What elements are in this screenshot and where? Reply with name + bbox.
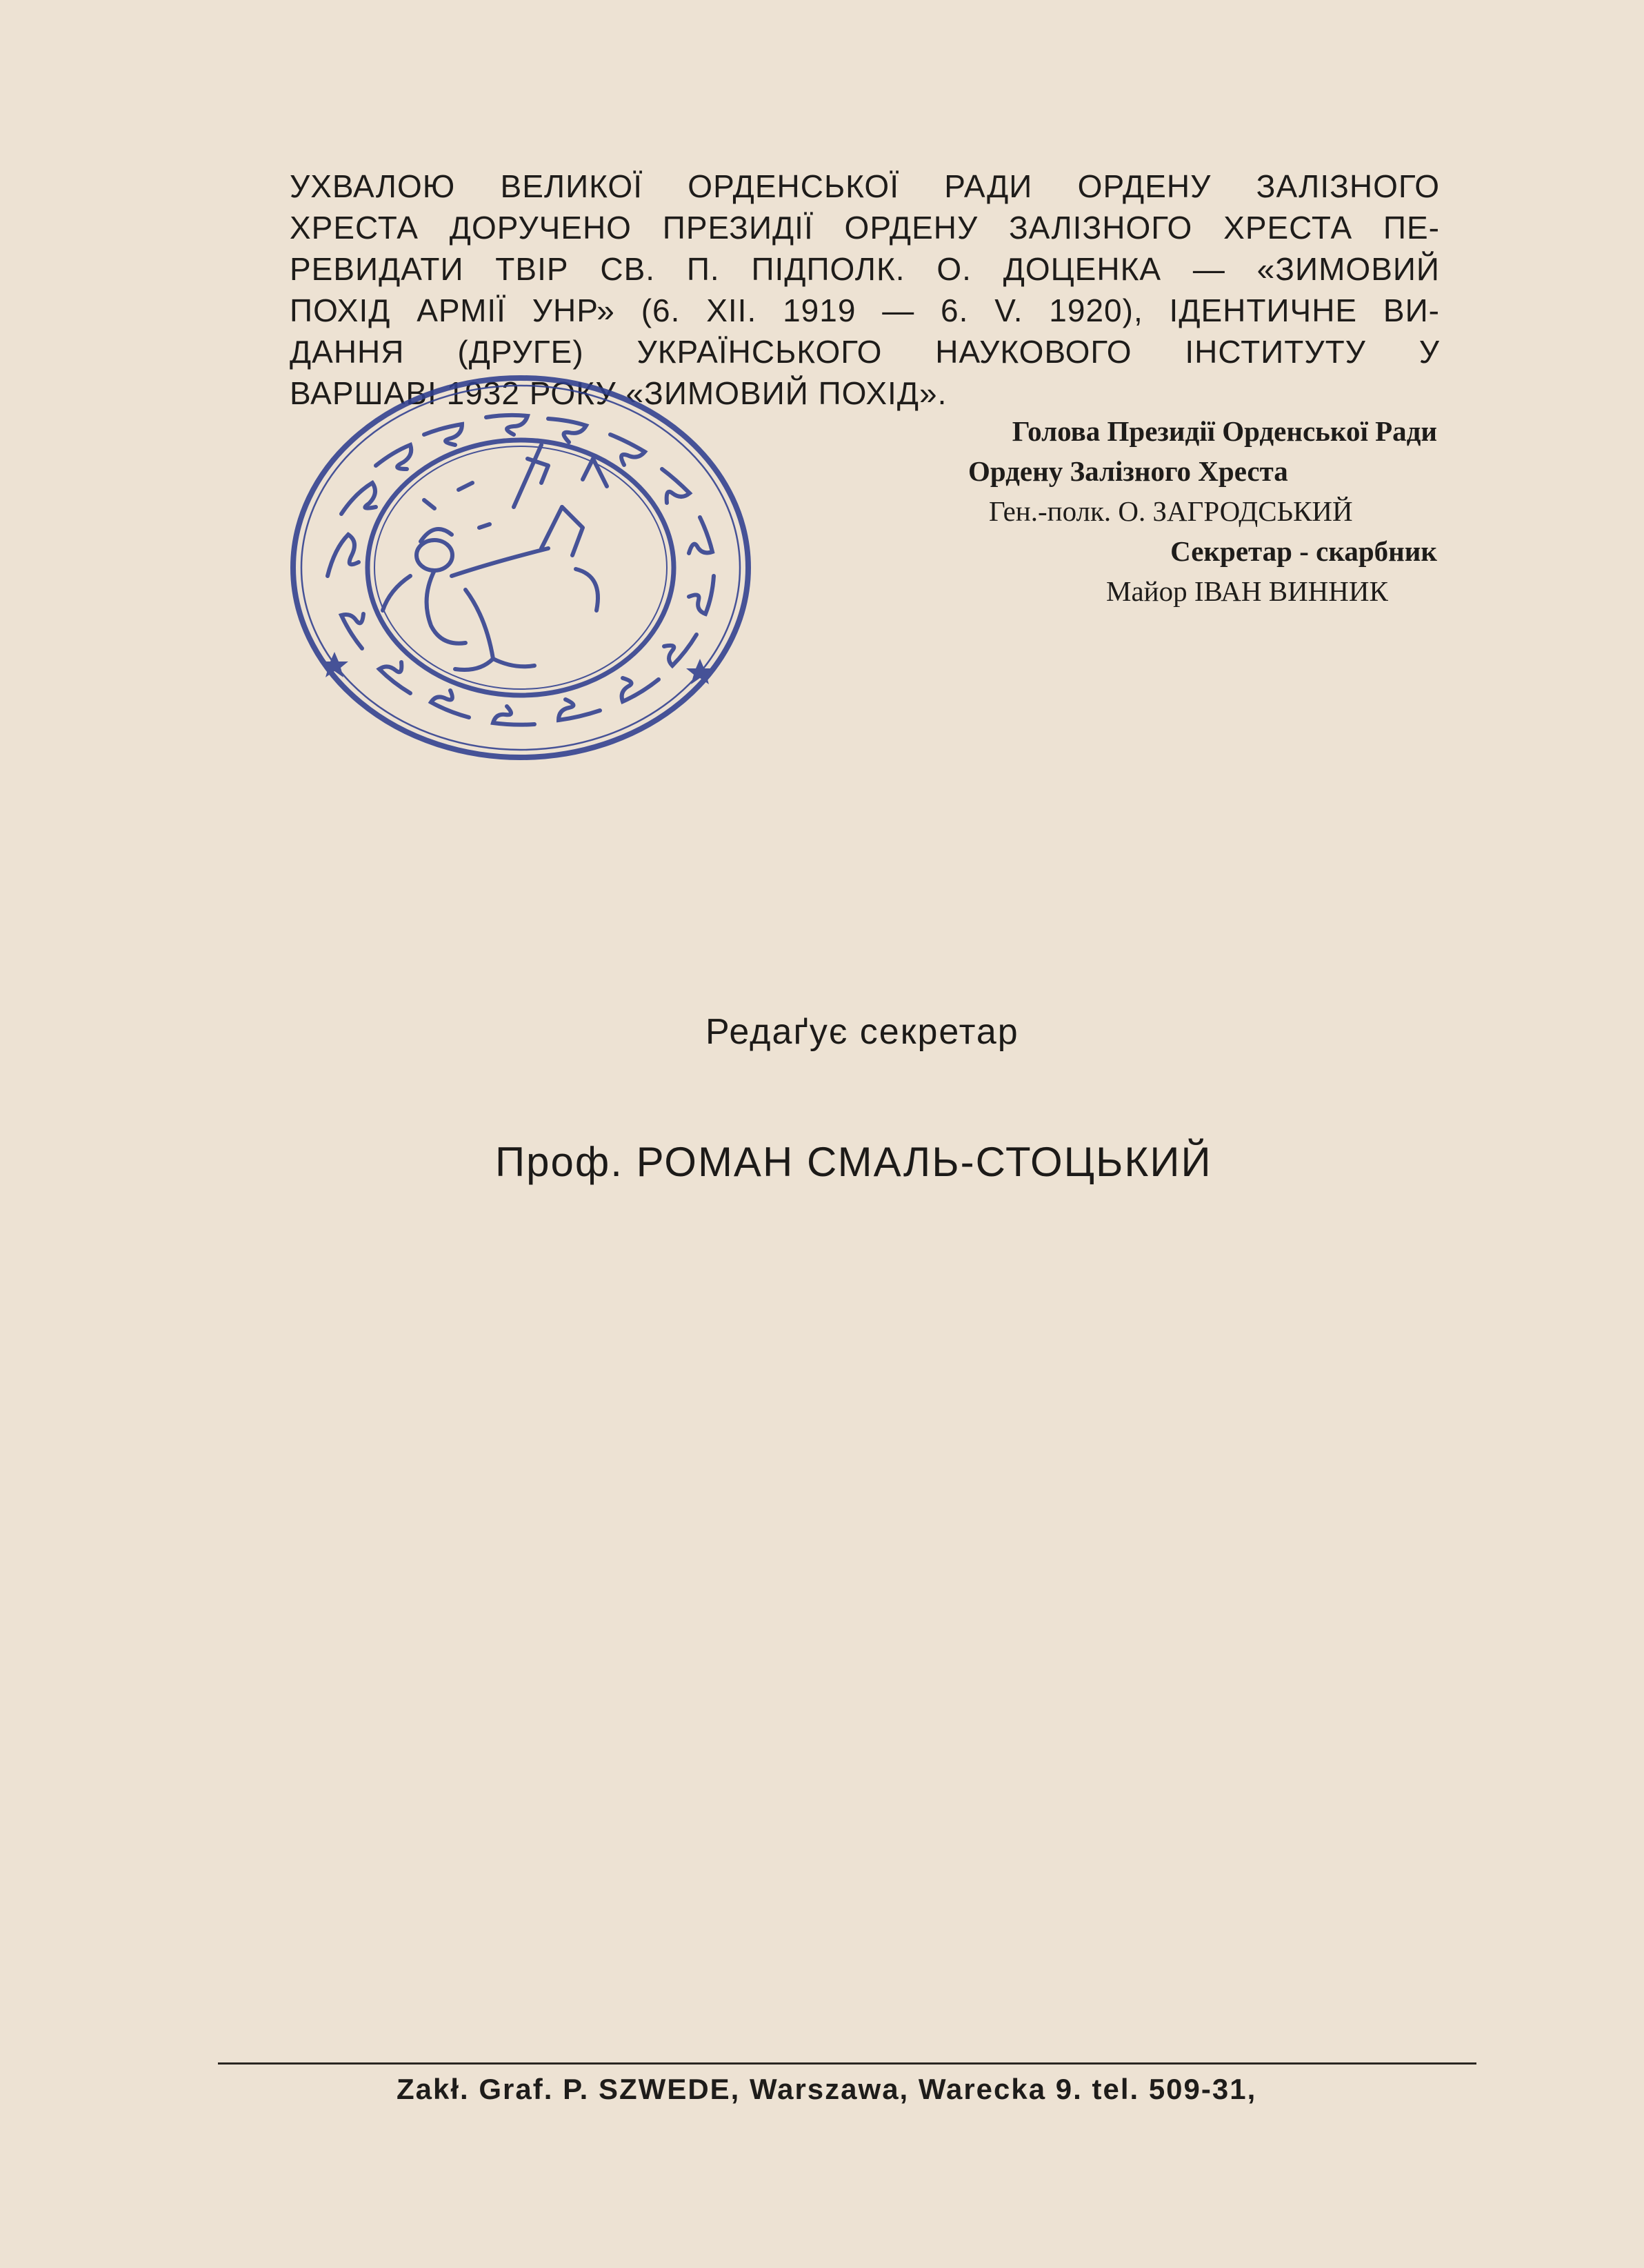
resolution-line: УХВАЛОЮ ВЕЛИКОЇ ОРДЕНСЬКОЇ РАДИ ОРДЕНУ ЗАЛІЗНОГО [290, 168, 1440, 204]
signature-block [748, 411, 1437, 611]
secretary-title: Секретар - скарбник [1170, 535, 1437, 567]
resolution-line: ПОХІД АРМІЇ УНР» (6. XII. 1919 — 6. V. 1920), ІДЕНТИЧНЕ ВИ- [290, 292, 1440, 328]
resolution-line: ВАРШАВІ 1932 РОКУ «ЗИМОВИЙ ПОХІД». [290, 375, 948, 411]
secretary-name: Майор ІВАН ВИННИК [1106, 575, 1388, 607]
editor-label: Редаґує секретар [705, 1012, 1019, 1052]
editor-name: Проф. РОМАН СМАЛЬ-СТОЦЬКИЙ [495, 1139, 1212, 1185]
resolution-line: ДАННЯ (ДРУГЕ) УКРАЇНСЬКОГО НАУКОВОГО ІНСТИТУТУ У [290, 334, 1440, 370]
chairman-title-order: Ордену Залізного Хреста [968, 455, 1288, 487]
resolution-line: РЕВИДАТИ ТВІР СВ. П. ПІДПОЛК. О. ДОЦЕНКА — «ЗИМОВИЙ [290, 251, 1440, 287]
footer-divider [218, 2062, 1476, 2065]
chairman-name: Ген.-полк. О. ЗАГРОДСЬКИЙ [989, 495, 1353, 527]
printer-imprint: Zakł. Graf. P. SZWEDE, Warszawa, Warecka 9. tel. 509-31, [397, 2073, 1257, 2105]
seal-icon [286, 369, 755, 766]
chairman-title: Голова Президії Орденської Ради [1012, 415, 1437, 447]
resolution-line: ХРЕСТА ДОРУЧЕНО ПРЕЗИДІЇ ОРДЕНУ ЗАЛІЗНОГО ХРЕСТА ПЕ- [290, 210, 1440, 246]
